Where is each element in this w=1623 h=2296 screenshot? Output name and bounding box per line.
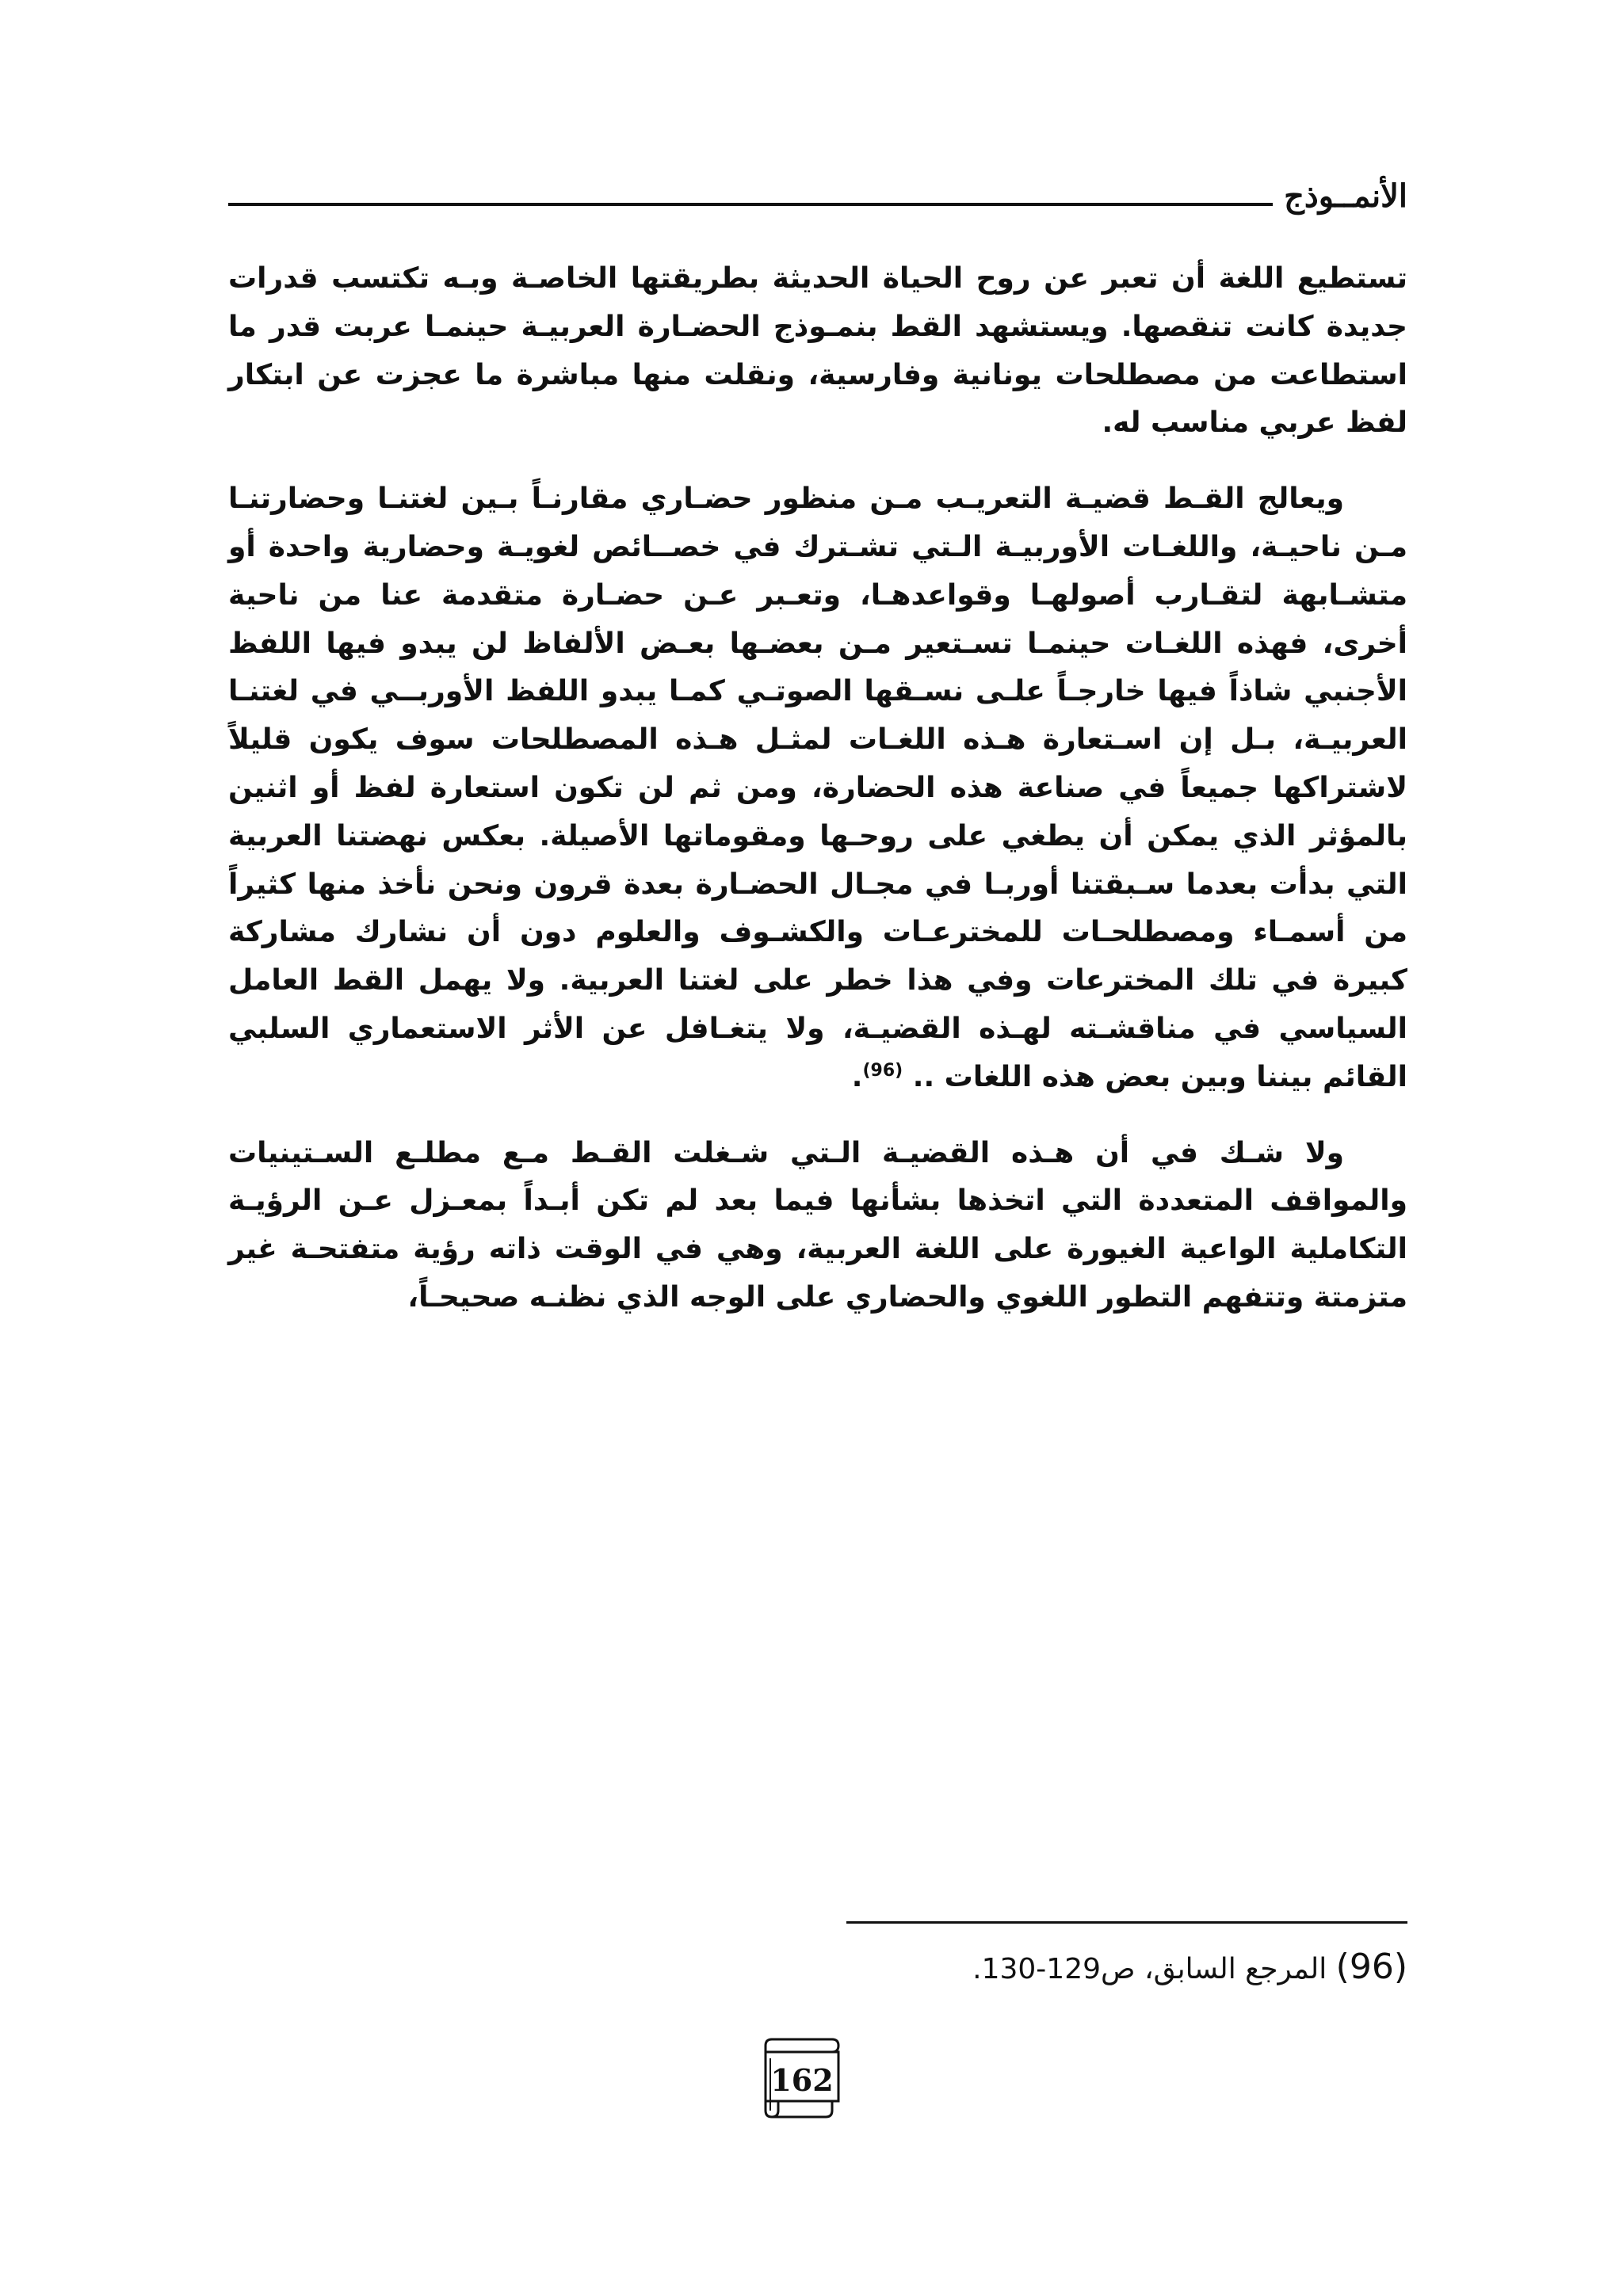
paragraph-3 xyxy=(228,1130,1407,1322)
paragraph-2: ويعالج القـط قضيـة التعريـب مـن منظور حضـاري مقارنـاً بـين لغتنـا وحضارتنـا مـن ناحيـة، واللغـات الأوربيـة الـتي تشـترك في خصــائص لغويـة وحضارية واحدة أو متشـابهة لتقـارب أصولهـا وقواعدهـا، وتعـبر عـن حضـارة متقدمة عنا من ناحية أخرى، فهذه اللغـات حينمـا تسـتعير مـن بعضـها بعـض الألفاظ لن يبدو فيها اللفظ الأجنبي شاذاً فيها خارجـاً علـى نسـقها الصوتـي كمـا يبدو اللفظ الأوربــي في لغتنـا العربيـة، بـل إن اسـتعارة هـذه اللغـات لمثـل هـذه المصطلحات سوف يكون قليلاً لاشتراكها جميعاً في صناعة هذه الحضارة، ومن ثم لن تكون استعارة لفظ أو اثنين بالمؤثر الذي يمكن أن يطغي على روحـها ومقوماتها الأصيلة. بعكس نهضتنا العربية التي بدأت بعدما سـبقتنا أوربـا في مجـال الحضـارة بعدة قرون ونحن نأخذ منها كثيراً من أسمـاء ومصطلحـات للمخترعـات والكشـوف والعلوم دون أن نشارك مشاركة كبيرة في تلك المخترعات وفي هذا خطر على لغتنا العربية. ولا يهمل القط العامل السياسي في مناقشـته لهـذه القضيـة، ولا يتغـافل عن الأثر الاستعماري السلبي القائم بيننا وبين بعض هذه اللغات .. $^{(96)}$. xyxy=(228,482,1407,1093)
page-number-box xyxy=(753,2035,848,2122)
body-text xyxy=(228,255,1407,1350)
footnote xyxy=(228,1945,1407,1992)
page-number: 162 xyxy=(770,2062,834,2098)
footnote-text: المرجع السابق، ص129-130. xyxy=(972,1953,1327,1985)
footnote-number: (96) xyxy=(1335,1947,1407,1987)
paragraph-3-text: ولا شـك في أن هـذه القضيـة الـتي شـغلت القـط مـع مطلـع السـتينيات والمواقف المتعددة التي اتخذها بشأنها فيما بعد لم تكن أبـداً بمعـزل عـن الرؤيـة التكاملية الواعية الغيورة على اللغة العربية، وهي في الوقت ذاته رؤية متفتحـة غير متزمتة وتتفهم التطور اللغوي والحضاري على الوجه الذي نظنـه صحيحـاً، xyxy=(228,1136,1407,1314)
paragraph-1 xyxy=(228,255,1407,448)
header-title: الأنمــوذج xyxy=(1284,177,1407,215)
running-header xyxy=(228,168,1407,223)
paragraph-1-text: تستطيع اللغة أن تعبر عن روح الحياة الحديثة بطريقتها الخاصـة وبـه تكتسب قدرات جديدة كانت تنقصها. ويستشهد القط بنمـوذج الحضـارة العربيـة حينمـا عربت قدر ما استطاعت من مصطلحات يونانية وفارسية، ونقلت منها مباشرة ما عجزت عن ابتكار لفظ عربي مناسب له. xyxy=(228,262,1407,440)
footnote-separator xyxy=(846,1921,1407,1924)
paragraph-2-text: ويعالج القـط قضيـة التعريـب مـن منظور حضـاري مقارنـاً بـين لغتنـا وحضارتنـا مـن ناحيـة، واللغـات الأوربيـة الـتي تشـترك في خصــائص لغويـة وحضارية واحدة أو متشـابهة لتقـارب أصولهـا وقواعدهـا، وتعـبر عـن حضـارة متقدمة عنا من ناحية أخرى، فهذه اللغـات حينمـا تسـتعير مـن بعضـها بعـض الألفاظ لن يبدو فيها اللفظ الأجنبي شاذاً فيها خارجـاً علـى نسـقها الصوتـي كمـا يبدو اللفظ الأوربــي في لغتنـا العربيـة، بـل إن اسـتعارة هـذه اللغـات لمثـل هـذه المصطلحات سوف يكون قليلاً لاشتراكها جميعاً في صناعة هذه الحضارة، ومن ثم لن تكون استعارة لفظ أو اثنين بالمؤثر الذي يمكن أن يطغي على روحـها ومقوماتها الأصيلة. بعكس نهضتنا العربية التي بدأت بعدما سـبقتنا أوربـا في مجـال الحضـارة بعدة قرون ونحن نأخذ منها كثيراً من أسمـاء ومصطلحـات للمخترعـات والكشـوف والعلوم دون أن نشارك مشاركة كبيرة في تلك المخترعات وفي هذا خطر على لغتنا العربية. ولا يهمل القط العامل السياسي في مناقشـته لهـذه القضيـة، ولا يتغـافل عن الأثر الاستعماري السلبي القائم بيننا وبين بعض هذه اللغات .. xyxy=(228,482,1407,1093)
header-rule xyxy=(228,203,1273,206)
footnote-reference: (96) xyxy=(862,1060,903,1081)
